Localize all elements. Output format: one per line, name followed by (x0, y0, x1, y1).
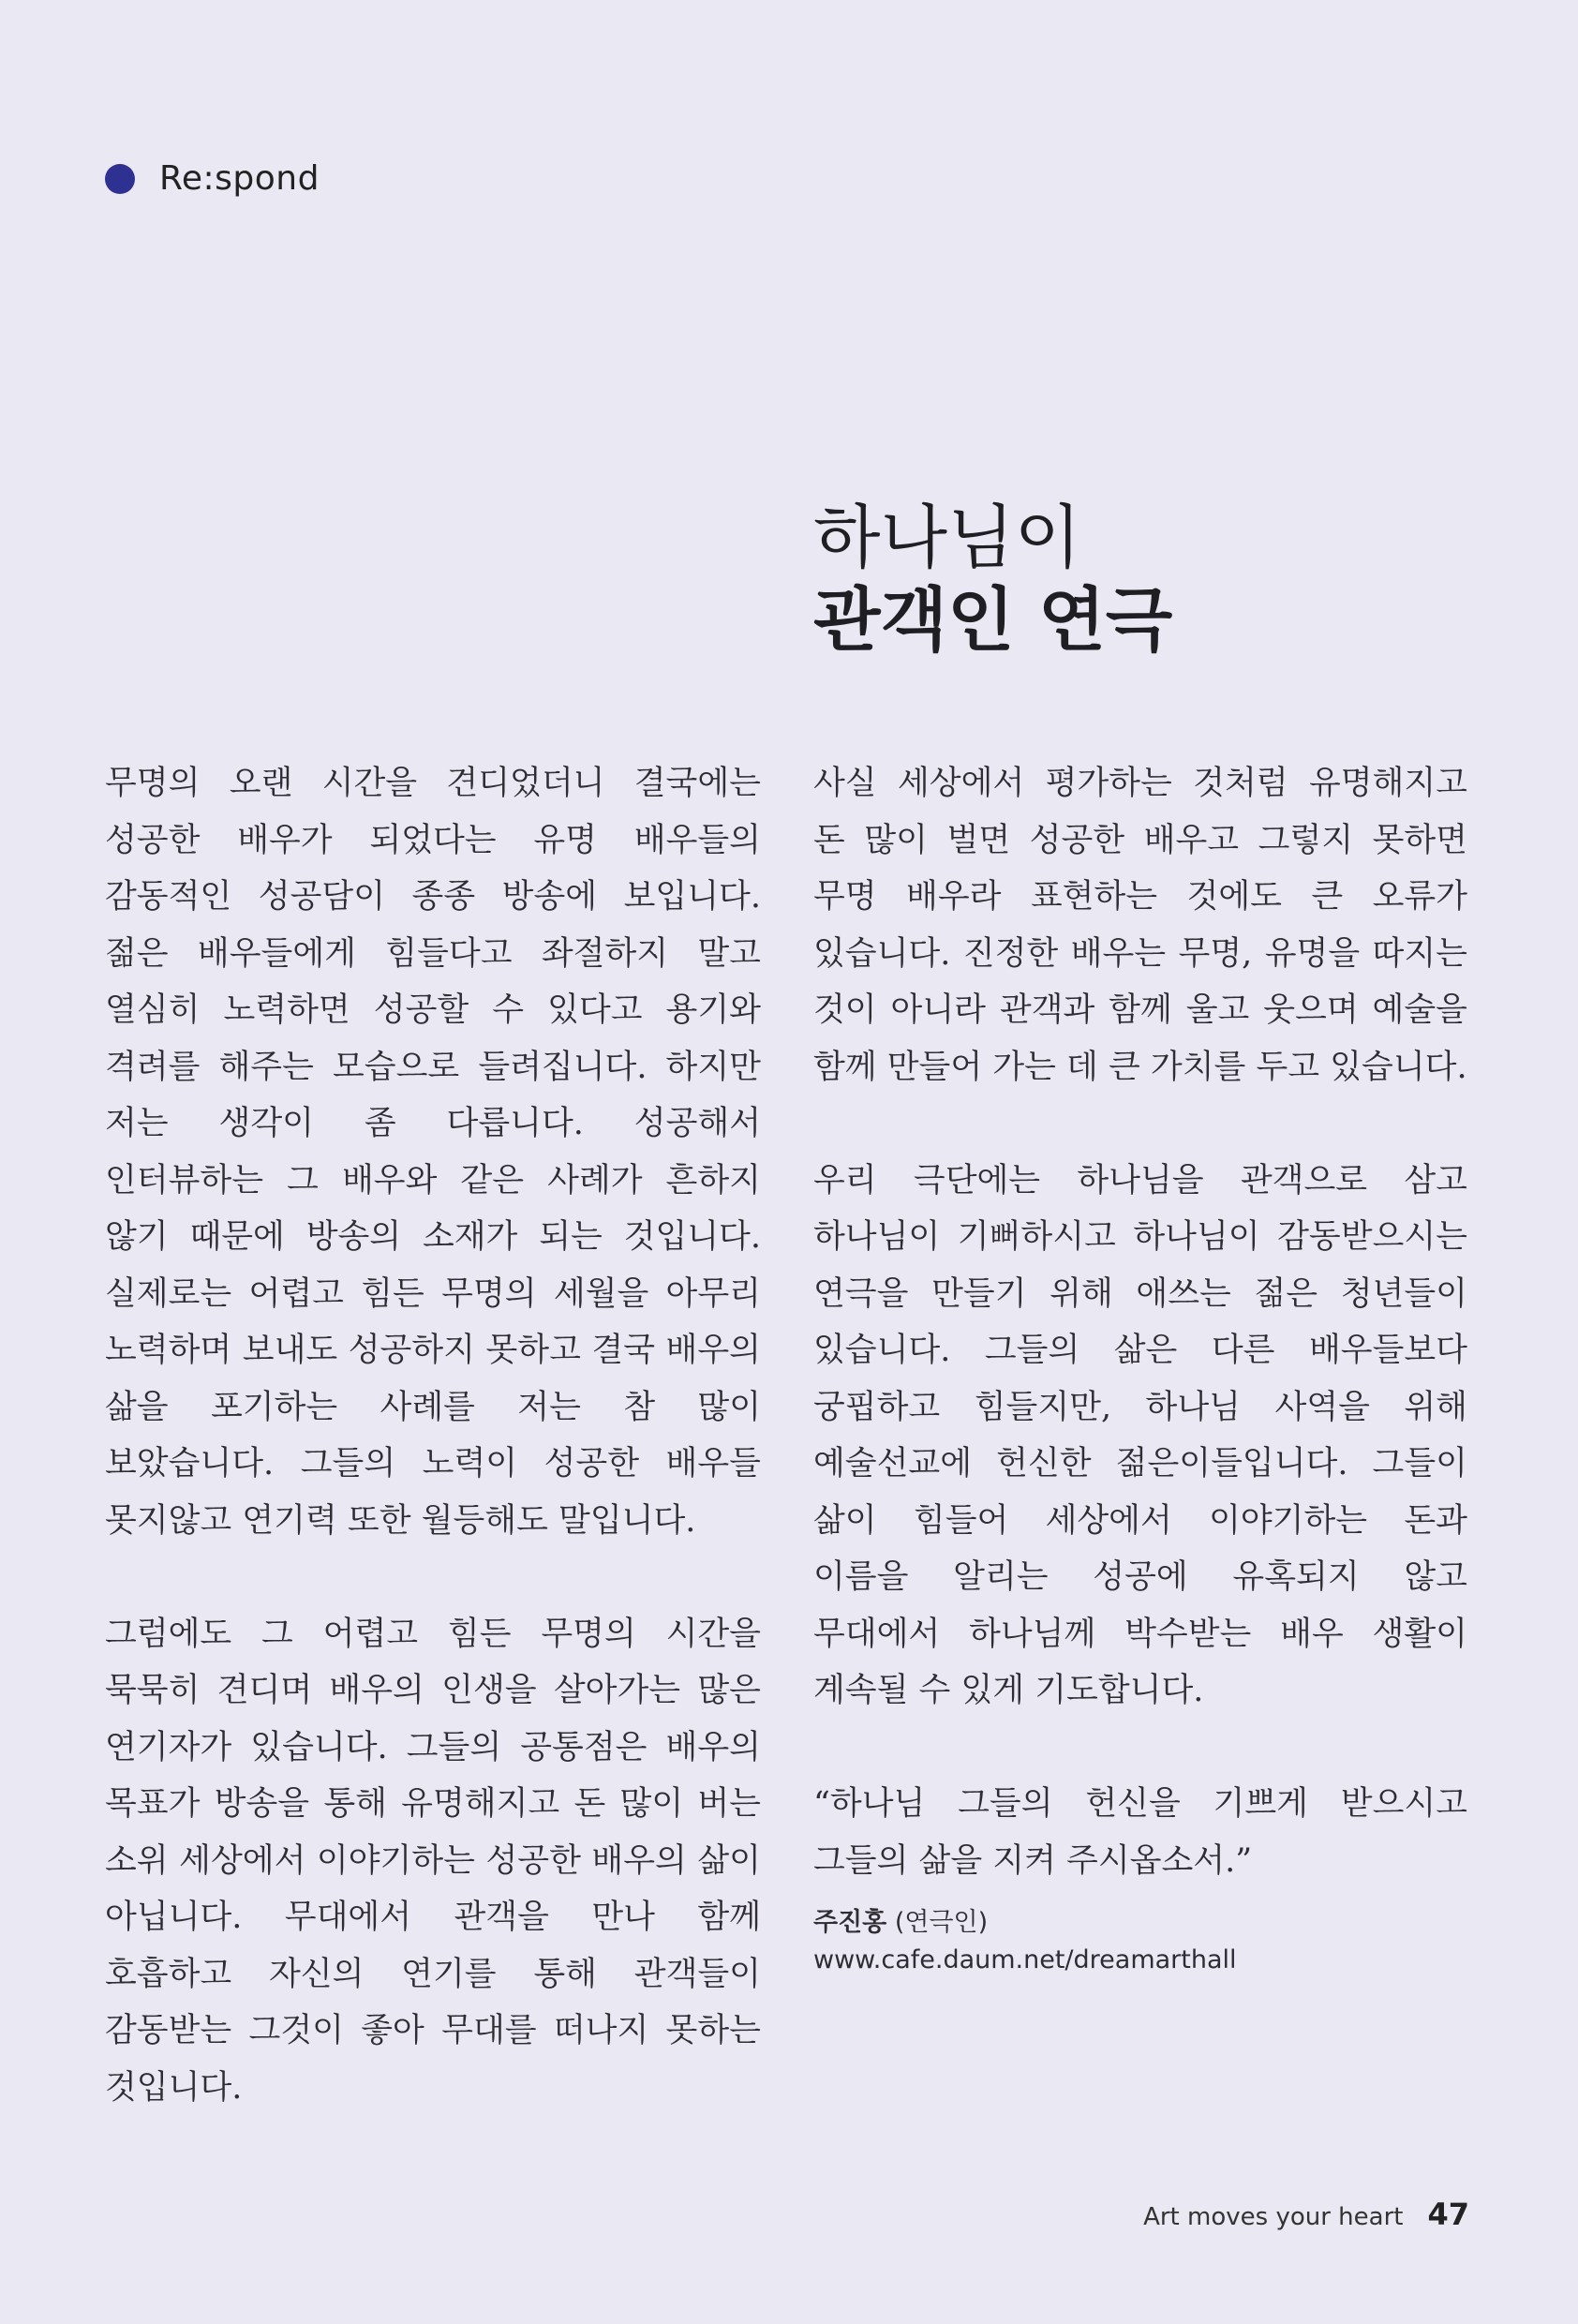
section-bullet-dot (105, 164, 135, 194)
author-name: 주진홍 (813, 1908, 887, 1937)
body-paragraph: 우리 극단에는 하나님을 관객으로 삼고 하나님이 기뻐하시고 하나님이 감동받으시는 연극을 만들기 위해 애쓰는 젊은 청년들이 있습니다. 그들의 삶은 다른 배우들보다 궁핍하고 힘들지만, 하나님 사역을 위해 예술선교에 헌신한 젊은이들입니다. 그들이 삶이 힘들어 세상에서 이야기하는 돈과 이름을 알리는 성공에 유혹되지 않고 무대에서 하나님께 박수받는 배우 생활이 계속될 수 있게 기도합니다. (813, 1161, 1467, 1709)
author-website-link[interactable]: www.cafe.daum.net/dreamarthall (813, 1945, 1237, 1974)
page-number: 47 (1427, 2197, 1469, 2232)
article-title-line1: 하나님이 (813, 498, 1081, 578)
body-paragraph: 사실 세상에서 평가하는 것처럼 유명해지고 돈 많이 벌면 성공한 배우고 그렇지 못하면 무명 배우라 표현하는 것에도 큰 오류가 있습니다. 진정한 배우는 무명, 유명을 따지는 것이 아니라 관객과 함께 울고 웃으며 예술을 함께 만들어 가는 데 큰 가치를 두고 있습니다. (813, 765, 1467, 1086)
section-label: Re:spond (159, 159, 320, 198)
page-footer (1143, 2197, 1469, 2232)
body-column-right (813, 755, 1467, 1889)
footer-tagline: Art moves your heart (1143, 2203, 1404, 2231)
closing-prayer-quote: “하나님 그들의 헌신을 기쁘게 받으시고 그들의 삶을 지켜 주시옵소서.” (813, 1785, 1467, 1880)
author-role: (연극인) (886, 1908, 989, 1937)
section-header (105, 159, 320, 198)
body-column-left (105, 755, 761, 2116)
author-credit (813, 1904, 1237, 1979)
body-paragraph: 무명의 오랜 시간을 견디었더니 결국에는 성공한 배우가 되었다는 유명 배우들의 감동적인 성공담이 종종 방송에 보입니다. 젊은 배우들에게 힘들다고 좌절하지 말고 열심히 노력하면 성공할 수 있다고 용기와 격려를 해주는 모습으로 들려집니다. 하지만 저는 생각이 좀 다릅니다. 성공해서 인터뷰하는 그 배우와 같은 사례가 흔하지 않기 때문에 방송의 소재가 되는 것입니다. 실제로는 어렵고 힘든 무명의 세월을 아무리 노력하며 보내도 성공하지 못하고 결국 배우의 삶을 포기하는 사례를 저는 참 많이 보았습니다. 그들의 노력이 성공한 배우들 못지않고 연기력 또한 월등해도 말입니다. (105, 765, 761, 1540)
article-title (813, 497, 1172, 662)
body-paragraph: 그럼에도 그 어렵고 힘든 무명의 시간을 묵묵히 견디며 배우의 인생을 살아가는 많은 연기자가 있습니다. 그들의 공통점은 배우의 목표가 방송을 통해 유명해지고 돈 많이 버는 소위 세상에서 이야기하는 성공한 배우의 삶이 아닙니다. 무대에서 관객을 만나 함께 호흡하고 자신의 연기를 통해 관객들이 감동받는 그것이 좋아 무대를 떠나지 못하는 것입니다. (105, 1615, 761, 2107)
article-title-line2: 관객인 연극 (813, 580, 1173, 661)
